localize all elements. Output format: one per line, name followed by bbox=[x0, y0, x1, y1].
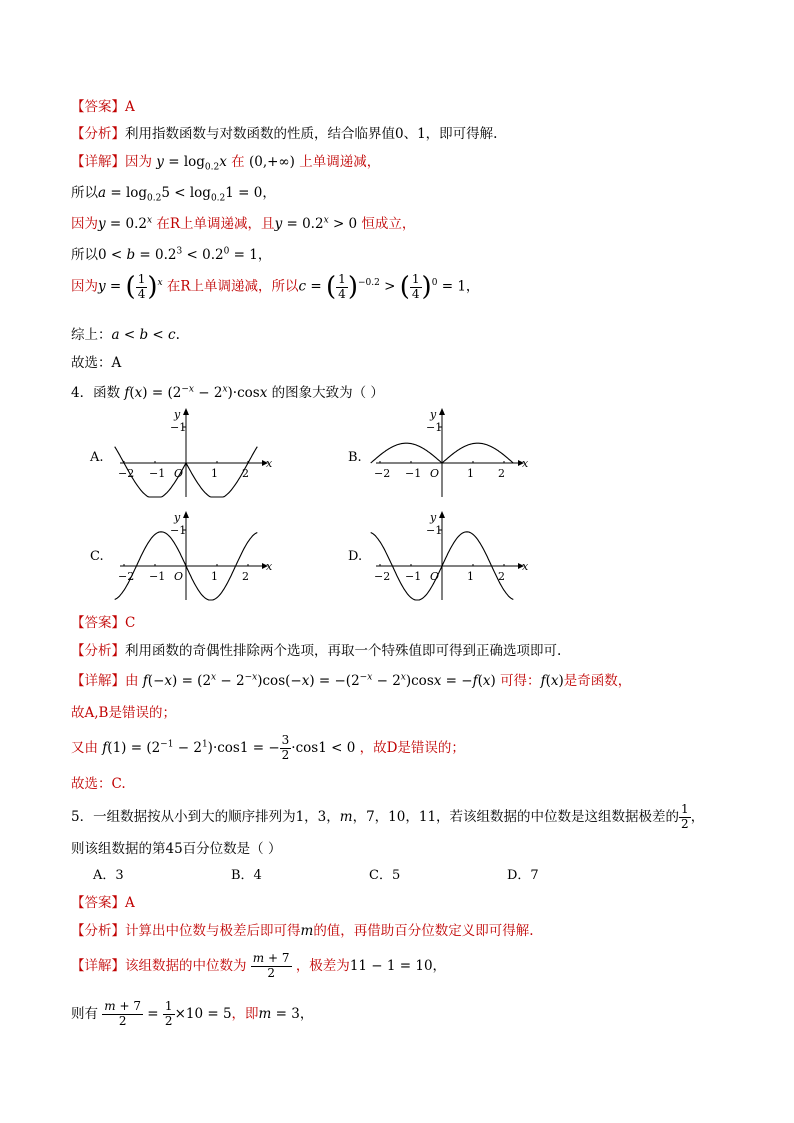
option-d[interactable]: D．7 bbox=[507, 868, 539, 883]
option-a-label: A. bbox=[90, 450, 104, 465]
answer-line-4: 【答案】C bbox=[71, 615, 136, 631]
tick-label: −1 bbox=[405, 570, 422, 583]
detail-line-3-4: 所以$0 < b = 0.2^3 < 0.2^0 = 1$， bbox=[71, 246, 272, 263]
option-c[interactable]: C．5 bbox=[369, 868, 401, 883]
question-4-stem: 4．函数 $f(x) = (2^{-x} - 2^x)\cdot\cos x$ 的图象大致为（ ） bbox=[71, 384, 384, 401]
y-tick-label: −1 bbox=[170, 524, 187, 537]
detail-line-5-1: 【详解】该组数据的中位数为 $\frac{m + 7}{2}$ ，极差为11 − 1 = 10， bbox=[71, 951, 447, 980]
y-axis-label: y bbox=[174, 408, 181, 421]
y-axis-label: y bbox=[174, 511, 181, 524]
detail-line-5-2: 则有 $\frac{m + 7}{2}$ = $\frac{1}{2}$ ×10 = 5，即m = 3， bbox=[71, 999, 314, 1028]
tick-label: −2 bbox=[374, 467, 391, 480]
option-a[interactable]: A．3 bbox=[93, 868, 124, 883]
x-axis-label: x bbox=[522, 457, 529, 470]
question-5-stem-2: 则该组数据的第45百分位数是（ ） bbox=[71, 841, 282, 857]
analysis-line-4: 【分析】利用函数的奇偶性排除两个选项，再取一个特殊值即可得到正确选项即可. bbox=[71, 643, 562, 659]
detail-line-4-1: 【详解】由 $f(-x) = (2^x - 2^{-x})\cos(-x) = -(2^{-x} - 2^x)\cos x = -f(x)$ 可得：f(x)是奇函数， bbox=[71, 672, 632, 689]
y-tick-label: −1 bbox=[426, 524, 443, 537]
graph-b bbox=[368, 405, 533, 500]
graph-d bbox=[368, 508, 533, 603]
tick-label: 2 bbox=[242, 570, 249, 583]
origin-label: O bbox=[430, 467, 440, 480]
y-axis-label: y bbox=[430, 511, 437, 524]
tick-label: 2 bbox=[498, 570, 505, 583]
tick-label: −2 bbox=[374, 570, 391, 583]
tick-label: 2 bbox=[242, 467, 249, 480]
analysis-text: 利用指数函数与对数函数的性质，结合临界值0、1，即可得解. bbox=[125, 126, 498, 142]
detail-line-3-7: 故选：A bbox=[71, 355, 122, 371]
answer-value: A bbox=[125, 99, 135, 115]
detail-line-3-1: 【详解】因为 $y = \log_{0.2}x$ 在 (0,+∞) 上单调递减， bbox=[71, 154, 381, 173]
tick-label: 1 bbox=[211, 570, 218, 583]
tick-label: 1 bbox=[467, 570, 474, 583]
detail-line-4-2: 故A,B是错误的； bbox=[71, 705, 176, 721]
option-c-label: C. bbox=[90, 549, 104, 564]
option-d-label: D. bbox=[348, 549, 363, 564]
x-axis-label: x bbox=[522, 560, 529, 573]
tick-label: 2 bbox=[498, 467, 505, 480]
y-axis-label: y bbox=[430, 408, 437, 421]
detail-line-3-3: 因为$y = 0.2^x$ 在R上单调递减，且$y = 0.2^x > 0$ 恒成立， bbox=[71, 215, 416, 232]
answer-tag: 【答案】 bbox=[71, 99, 125, 115]
tick-label: −2 bbox=[118, 570, 135, 583]
detail-line-4-3: 又由 $f(1) = (2^{-1} - 2^1)\cdot\cos 1$ = − $\frac{3}{2}$ ·cos1 < 0 ，故D是错误的； bbox=[71, 733, 465, 762]
answer-line-3 bbox=[71, 95, 135, 115]
tick-label: −1 bbox=[149, 570, 166, 583]
y-tick-label: −1 bbox=[170, 421, 187, 434]
x-axis-label: x bbox=[266, 457, 273, 470]
detail-line-4-4: 故选：C. bbox=[71, 776, 126, 792]
graph-a bbox=[112, 405, 277, 500]
detail-tag: 【详解】 bbox=[71, 154, 125, 170]
tick-label: −1 bbox=[405, 467, 422, 480]
math-expr: y bbox=[156, 154, 164, 170]
analysis-line-3 bbox=[71, 122, 497, 142]
y-tick-label: −1 bbox=[426, 421, 443, 434]
question-5-stem-1: 5．一组数据按从小到大的顺序排列为1，3，m，7，10，11，若该组数据的中位数是这组数据极差的 $\frac{1}{2}$ ， bbox=[71, 802, 705, 831]
detail-line-3-2: 所以$a = \log_{0.2}5 < \log_{0.2}1 = 0$， bbox=[71, 185, 276, 204]
tick-label: −1 bbox=[149, 467, 166, 480]
detail-line-3-6: 综上：a < b < c. bbox=[71, 327, 180, 343]
origin-label: O bbox=[174, 570, 184, 583]
graph-c bbox=[112, 508, 277, 603]
tick-label: 1 bbox=[211, 467, 218, 480]
tick-label: −2 bbox=[118, 467, 135, 480]
detail-line-3-5: 因为y = ( $\frac{1}{4}$ )$^x$ 在R上单调递减，所以c = ( $\frac{1}{4}$ )$^{-0.2}$ > ( $\frac{1}{4}$ )$^0$ = 1， bbox=[71, 271, 480, 302]
x-axis-label: x bbox=[266, 560, 273, 573]
analysis-tag: 【分析】 bbox=[71, 126, 125, 142]
answer-line-5: 【答案】A bbox=[71, 895, 135, 911]
analysis-line-5: 【分析】计算出中位数与极差后即可得m的值，再借助百分位数定义即可得解. bbox=[71, 923, 534, 939]
option-b-label: B. bbox=[348, 450, 362, 465]
option-b[interactable]: B．4 bbox=[231, 868, 262, 883]
question-5-options bbox=[93, 864, 645, 883]
origin-label: O bbox=[174, 467, 184, 480]
origin-label: O bbox=[430, 570, 440, 583]
tick-label: 1 bbox=[467, 467, 474, 480]
